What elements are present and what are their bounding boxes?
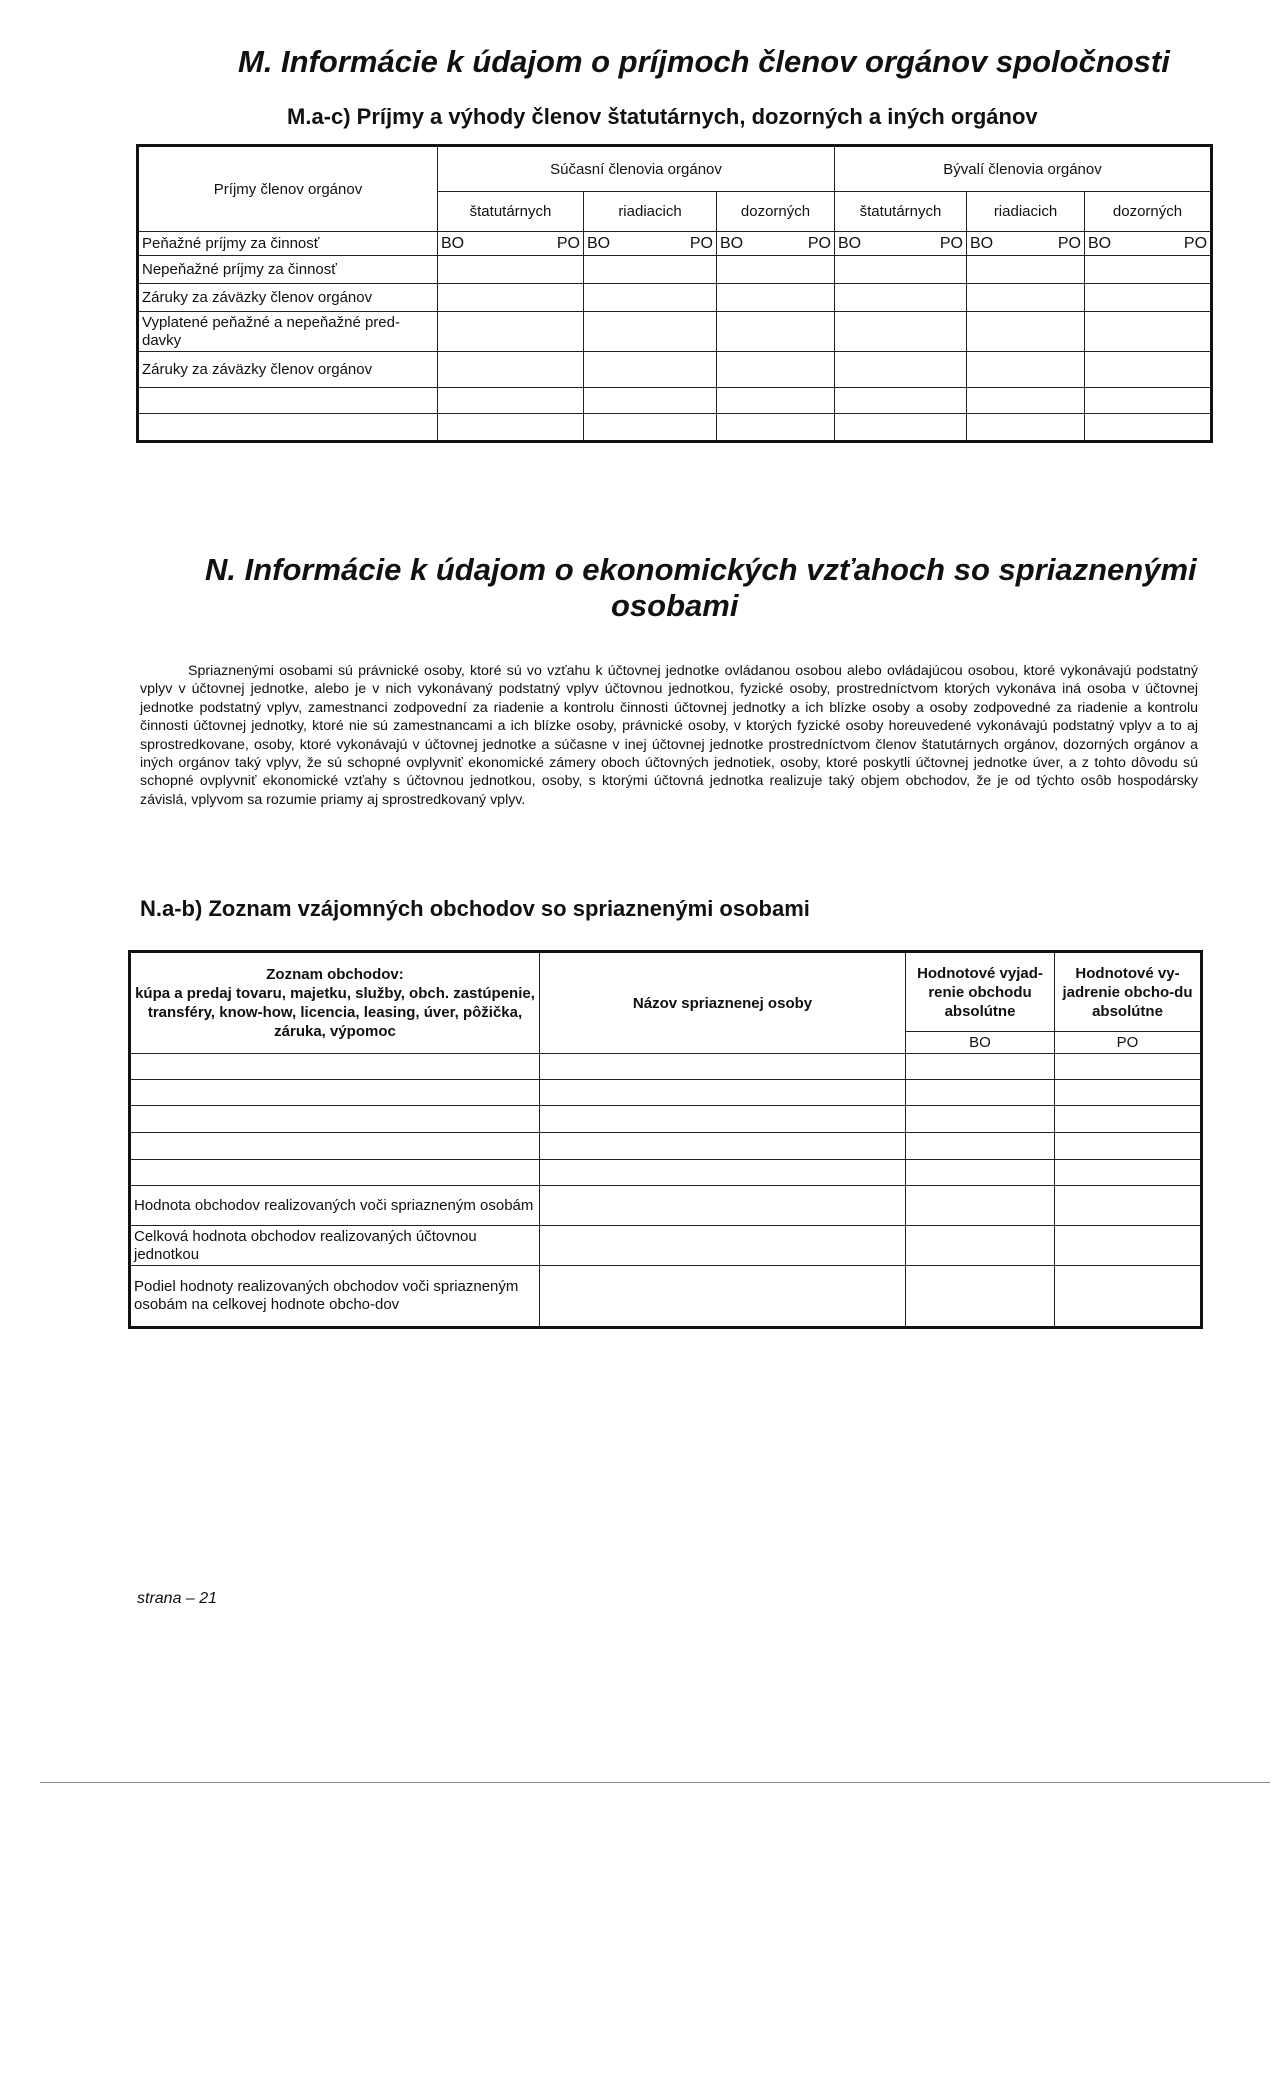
- row-label: Záruky za záväzky členov orgánov: [138, 284, 438, 312]
- subhead-managing-former: riadiacich: [967, 192, 1085, 232]
- po-label: PO: [939, 234, 963, 252]
- row-label: Nepeňažné príjmy za činnosť: [138, 256, 438, 284]
- bo-label: BO: [838, 234, 862, 252]
- related-parties-paragraph: Spriaznenými osobami sú právnické osoby, ktoré sú vo vzťahu k účtovnej jednotke ovládanou osobou alebo ovládajúcou osobou, ktoré vykonávajú podstatný vplyv v účtovnej jednotke, alebo je v nich vykonávaný podstatný vplyv účtovnou jednotkou, fyzické osoby, prostredníctvom ktorých vykonáva iná osoba v účtovnej jednotke podstatný vplyv, zamestnanci zodpovední za riadenie a kontrolu činnosti účtovnej jednotky a ich blízke osoby a osoby zodpovedné za riadenie a kontrolu činnosti účtovnej jednotky, ktoré nie sú zamestnancami a ich blízke osoby, právnické osoby, v ktorých fyzické osoby horeuvedené vykonávajú podstatný vplyv a to aj sprostredkovane, osoby, ktoré vykonávajú v účtovnej jednotke a súčasne v inej účtovnej jednotke prostredníctvom členov štatutárnych orgánov, dozorných orgánov a iných orgánov taký vplyv, že sú schopné ovplyvniť ekonomické zámery oboch účtovných jednotiek, osoby, ktoré poskytli účtovnej jednotke úver, a z tohto dôvodu sú schopné ovplyvniť ekonomické vzťahy s účtovnou jednotkou, osoby, s ktorými účtovná jednotka realizuje taký objem obchodov, že je od týchto osôb hospodársky závislá, vplyvom sa rozumie priamy aj sprostredkovaný vplyv.: [140, 663, 1198, 808]
- bopo-cell: [584, 232, 717, 256]
- bo-label: BO: [587, 234, 611, 252]
- section-m-subtitle: M.a-c) Príjmy a výhody členov štatutárnych, dozorných a iných orgánov: [287, 104, 1038, 129]
- summary-row-label: Celková hodnota obchodov realizovaných účtovnou jednotkou: [130, 1226, 540, 1266]
- bopo-cell: [717, 232, 835, 256]
- section-m-title: M. Informácie k údajom o príjmoch členov orgánov spoločnosti: [238, 44, 1170, 79]
- corner-header: Príjmy členov orgánov: [138, 146, 438, 232]
- trade-row: [130, 1133, 540, 1160]
- row-label: Vyplatené peňažné a nepeňažné pred-davky: [138, 312, 438, 352]
- value-po-header: Hodnotové vy-jadrenie obcho-du absolútne: [1055, 952, 1202, 1032]
- section-n-title: N. Informácie k údajom o ekonomických vzťahoch so spriaznenými: [205, 552, 1197, 587]
- income-table: [136, 144, 1213, 443]
- trade-row: [130, 1160, 540, 1186]
- bopo-cell: [438, 232, 584, 256]
- bopo-cell: [1085, 232, 1212, 256]
- subhead-statutory-current: štatutárnych: [438, 192, 584, 232]
- po-label: PO: [1057, 234, 1081, 252]
- bopo-cell: [835, 232, 967, 256]
- bottom-divider: [40, 1782, 1270, 1783]
- po-label: PO: [807, 234, 831, 252]
- related-party-name-header: Názov spriaznenej osoby: [540, 952, 906, 1054]
- subhead-supervisory-current: dozorných: [717, 192, 835, 232]
- bo-label: BO: [441, 234, 465, 252]
- row-label: Záruky za záväzky členov orgánov: [138, 352, 438, 388]
- subhead-managing-current: riadiacich: [584, 192, 717, 232]
- bopo-cell: [967, 232, 1085, 256]
- section-n-title-line2: osobami: [611, 588, 739, 623]
- row-label: [138, 388, 438, 414]
- page-number: strana – 21: [137, 1590, 218, 1607]
- section-n-subtitle: N.a-b) Zoznam vzájomných obchodov so spriaznenými osobami: [140, 896, 810, 921]
- bo-label: BO: [1088, 234, 1112, 252]
- former-members-header: Bývalí členovia orgánov: [835, 146, 1212, 192]
- summary-row-label: Podiel hodnoty realizovaných obchodov voči spriazneným osobám na celkovej hodnote obcho-dov: [130, 1266, 540, 1328]
- bo-label: BO: [906, 1032, 1055, 1054]
- po-label: PO: [689, 234, 713, 252]
- value-bo-header: Hodnotové vyjad-renie obchodu absolútne: [906, 952, 1055, 1032]
- po-label: PO: [1183, 234, 1208, 252]
- trade-row: [130, 1106, 540, 1133]
- po-label: PO: [556, 234, 580, 252]
- row-label: [138, 414, 438, 442]
- related-trades-table: [128, 950, 1203, 1329]
- bo-label: BO: [970, 234, 994, 252]
- trade-row: [130, 1080, 540, 1106]
- current-members-header: Súčasní členovia orgánov: [438, 146, 835, 192]
- summary-row-label: Hodnota obchodov realizovaných voči spriazneným osobám: [130, 1186, 540, 1226]
- subhead-statutory-former: štatutárnych: [835, 192, 967, 232]
- bo-label: BO: [720, 234, 744, 252]
- subhead-supervisory-former: dozorných: [1085, 192, 1212, 232]
- trade-list-header: Zoznam obchodov: kúpa a predaj tovaru, majetku, služby, obch. zastúpenie, transféry, know-how, licencia, leasing, úver, pôžička, záruka, výpomoc: [130, 952, 540, 1054]
- trade-row: [130, 1054, 540, 1080]
- po-label: PO: [1055, 1032, 1202, 1054]
- row-label: Peňažné príjmy za činnosť: [138, 232, 438, 256]
